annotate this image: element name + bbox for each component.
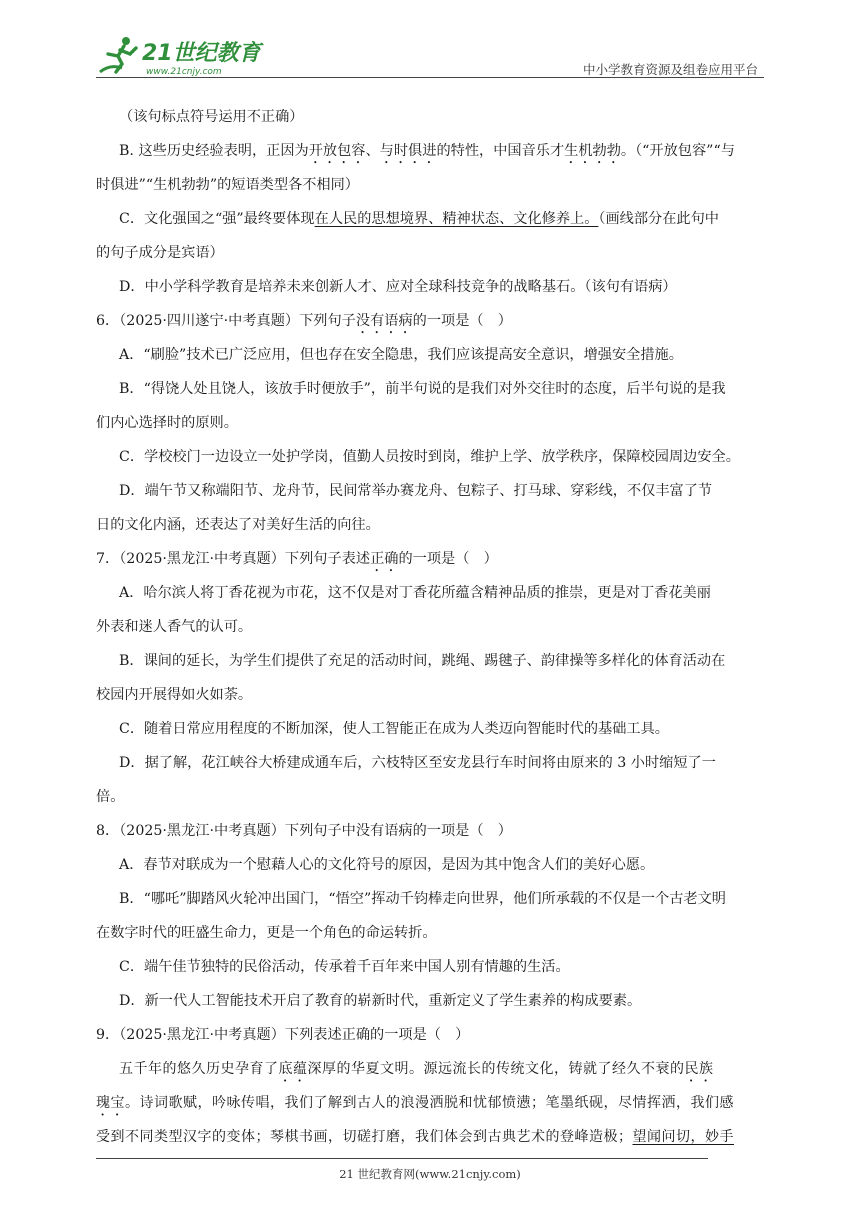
text-line: 倍。 — [96, 789, 125, 805]
page-footer: 21 世纪教育网(www.21cnjy.com) — [339, 1167, 521, 1181]
option-c-line: C．随着日常应用程度的不断加深，使人工智能正在成为人类迈向智能时代的基础工具。 — [119, 721, 669, 737]
passage-line: 受到不同类型汉字的变体；琴棋书画，切磋打磨，我们体会到古典艺术的登峰造极；望闻问切，妙手 — [96, 1129, 734, 1145]
option-a-line: A．哈尔滨人将丁香花视为市花，这不仅是对丁香花所蕴含精神品质的推崇，更是对丁香花美丽 — [119, 585, 711, 601]
text-line: 日的文化内涵，还表达了对美好生活的向往。 — [96, 517, 380, 533]
option-a-line: A．春节对联成为一个慰藉人心的文化符号的原因，是因为其中饱含人们的美好心愿。 — [119, 857, 655, 873]
option-b-line: B．“哪吒”脚踏风火轮冲出国门，“悟空”挥动千钧棒走向世界，他们所承载的不仅是一个古老文明 — [119, 891, 726, 907]
document-body — [96, 100, 768, 1154]
option-d-line: D．新一代人工智能技术开启了教育的崭新时代，重新定义了学生素养的构成要素。 — [119, 993, 642, 1009]
text-line: 外表和迷人香气的认可。 — [96, 619, 253, 635]
footer-divider — [96, 1158, 708, 1159]
text-line: 校园内开展得如火如荼。 — [96, 687, 253, 703]
option-c-line: C．学校校门一边设立一处护学岗，值勤人员按时到岗，维护上学、放学秩序，保障校园周边安全。 — [119, 449, 740, 465]
platform-name: 中小学教育资源及组卷应用平台 — [582, 62, 758, 77]
text-line: 的句子成分是宾语） — [96, 245, 224, 261]
text-line: 时俱进”“生机勃勃”的短语类型各不相同） — [96, 177, 359, 193]
text-line: （该句标点符号运用不正确） — [119, 109, 304, 125]
text-line: 在数字时代的旺盛生命力，更是一个角色的命运转折。 — [96, 925, 437, 941]
passage-line: 五千年的悠久历史孕育了底蕴深厚的华夏文明。源远流长的传统文化，铸就了经久不衰的民族 — [119, 1061, 714, 1077]
option-d-line: D．据了解，花江峡谷大桥建成通车后，六枝特区至安龙县行车时间将由原来的 3 小时缩短了一 — [119, 755, 716, 771]
logo-main-text: 21世纪教育 — [142, 41, 261, 66]
logo-url-text: www.21cnjy.com — [146, 67, 222, 77]
passage-line: 瑰宝。诗词歌赋，吟咏传唱，我们了解到古人的浪漫洒脱和忧郁愤懑；笔墨纸砚，尽情挥洒，我们感 — [96, 1095, 734, 1111]
site-logo — [96, 34, 266, 78]
option-b-line: B．“得饶人处且饶人，该放手时便放手”，前半句说的是我们对外交往时的态度，后半句说的是我 — [119, 381, 726, 397]
text-line: 们内心选择时的原则。 — [96, 415, 238, 431]
option-c-line: C．文化强国之“强”最终要体现在人民的思想境界、精神状态、文化修养上。（画线部分在此句中 — [119, 211, 719, 227]
question-7: 7．（2025·黑龙江·中考真题）下列句子表述正确的一项是（ ） — [96, 551, 498, 567]
option-c-line: C．端午佳节独特的民俗活动，传承着千百年来中国人别有情趣的生活。 — [119, 959, 570, 975]
option-b-line: B．课间的延长，为学生们提供了充足的活动时间，跳绳、踢毽子、韵律操等多样化的体育活动在 — [119, 653, 726, 669]
option-a-line: A．“刷脸”技术已广泛应用，但也存在安全隐患，我们应该提高安全意识，增强安全措施。 — [119, 347, 683, 363]
option-b-line: B. 这些历史经验表明，正因为开放包容、与时俱进的特性，中国音乐才生机勃勃。（“开放包容”“与 — [119, 143, 735, 159]
option-d-line: D．中小学科学教育是培养未来创新人才、应对全球科技竞争的战略基石。（该句有语病） — [119, 279, 677, 295]
question-9: 9．（2025·黑龙江·中考真题）下列表述正确的一项是（ ） — [96, 1027, 470, 1043]
question-8: 8．（2025·黑龙江·中考真题）下列句子中没有语病的一项是（ ） — [96, 823, 512, 839]
page-header — [96, 28, 764, 80]
option-d-line: D．端午节又称端阳节、龙舟节，民间常举办赛龙舟、包粽子、打马球、穿彩线，不仅丰富了节 — [119, 483, 713, 499]
header-divider — [96, 77, 764, 78]
runner-icon — [100, 37, 136, 72]
question-6: 6．（2025·四川遂宁·中考真题）下列句子没有语病的一项是（ ） — [96, 313, 512, 329]
